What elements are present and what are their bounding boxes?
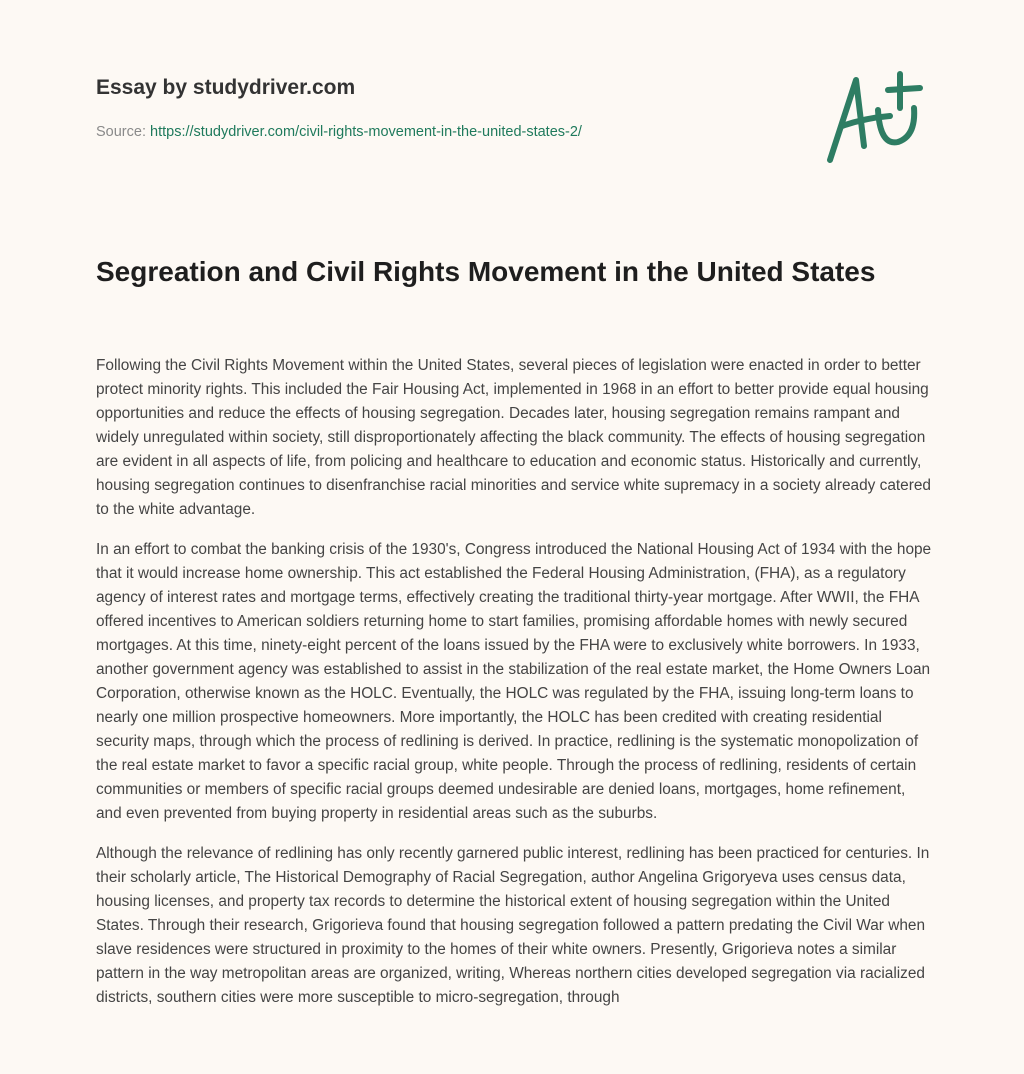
site-brand: Essay by studydriver.com: [96, 76, 356, 99]
source-link[interactable]: https://studydriver.com/civil-rights-movement-in-the-united-states-2/: [150, 124, 582, 140]
source-line: [96, 124, 582, 140]
paragraph: Following the Civil Rights Movement within the United States, several pieces of legislation were enacted in order to better protect minority rights. This included the Fair Housing Act, implemented in 1968 in an effort to better provide equal housing opportunities and reduce the effects of housing segregation. Decades later, housing segregation remains rampant and widely unregulated within society, still disproportionately affecting the black community. The effects of housing segregation are evident in all aspects of life, from policing and healthcare to education and economic status. Historically and currently, housing segregation continues to disenfranchise racial minorities and service white supremacy in a society already catered to the white advantage.: [96, 357, 931, 518]
a-plus-logo-icon: [820, 68, 930, 168]
paragraph: In an effort to combat the banking crisis of the 1930's, Congress introduced the National Housing Act of 1934 with the hope that it would increase home ownership. This act established the Federal Housing Administration, (FHA), as a regulatory agency of interest rates and mortgage terms, effectively creating the traditional thirty-year mortgage. After WWII, the FHA offered incentives to American soldiers returning home to start families, promising affordable homes with newly secured mortgages. At this time, ninety-eight percent of the loans issued by the FHA were to exclusively white borrowers. In 1933, another government agency was established to assist in the stabilization of the real estate market, the Home Owners Loan Corporation, otherwise known as the HOLC. Eventually, the HOLC was regulated by the FHA, issuing long-term loans to nearly one million prospective homeowners. More importantly, the HOLC has been credited with creating residential security maps, through which the process of redlining is derived. In practice, redlining is the systematic monopolization of the real estate market to favor a specific racial group, white people. Through the process of redlining, residents of certain communities or members of specific racial groups deemed undesirable are denied loans, mortgages, home refinement, and even prevented from buying property in residential areas such as the suburbs.: [96, 541, 932, 822]
source-label: Source:: [96, 124, 146, 140]
article-body: [96, 354, 932, 1026]
paragraph: Although the relevance of redlining has only recently garnered public interest, redlining has been practiced for centuries. In their scholarly article, The Historical Demography of Racial Segregation, author Angelina Grigoryeva uses census data, housing licenses, and property tax records to determine the historical extent of housing segregation within the United States. Through their research, Grigorieva found that housing segregation followed a pattern predating the Civil War when slave residences were structured in proximity to the homes of their white owners. Presently, Grigorieva notes a similar pattern in the way metropolitan areas are organized, writing, Whereas northern cities developed segregation via racialized districts, southern cities were more susceptible to micro-segregation, through: [96, 845, 930, 1006]
article-title: Segreation and Civil Rights Movement in the United States: [96, 256, 876, 287]
